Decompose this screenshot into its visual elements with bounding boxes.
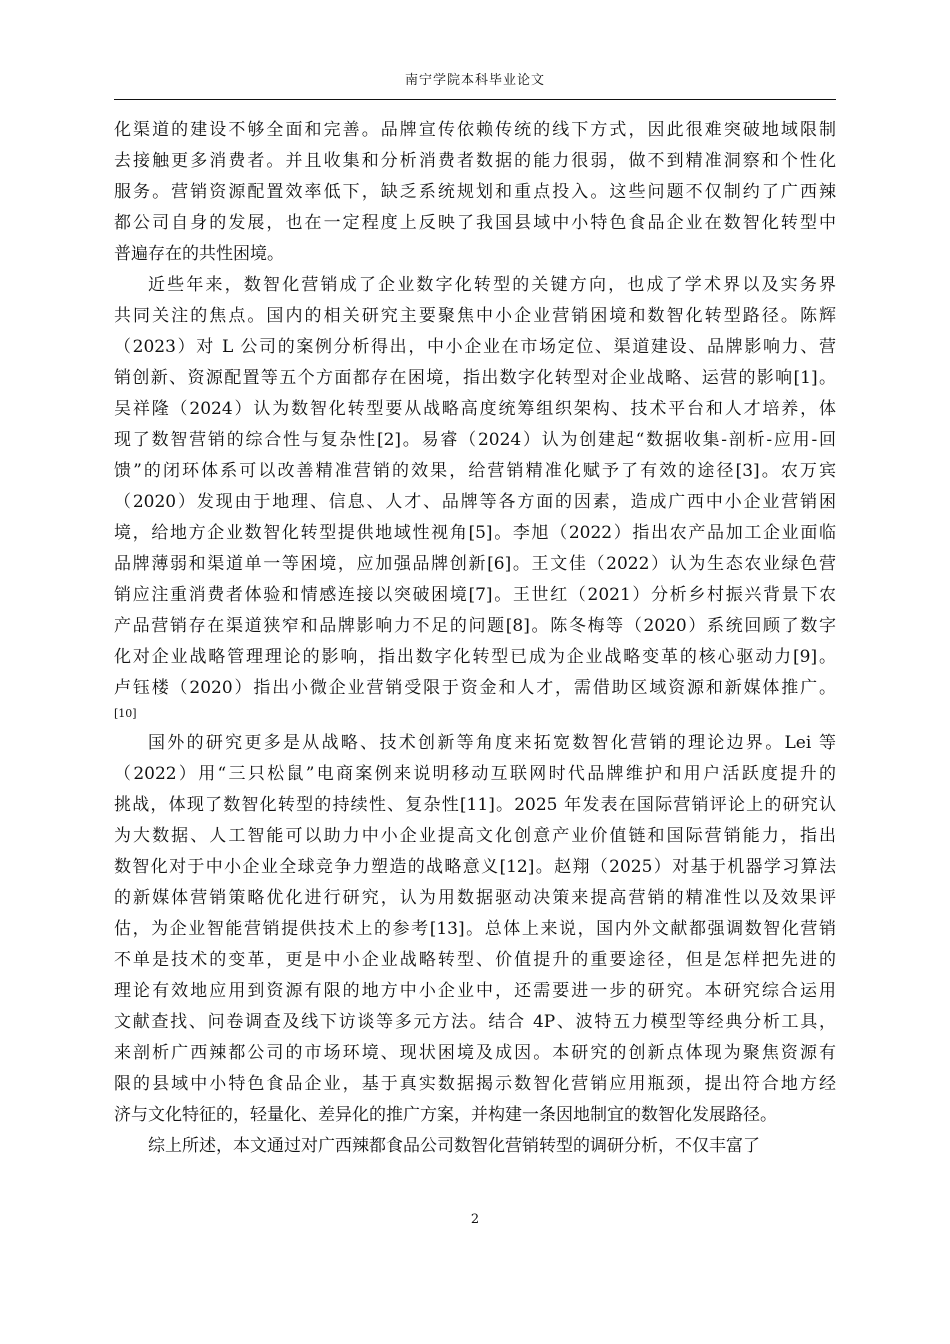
text-line: 服务。营销资源配置效率低下，缺乏系统规划和重点投入。这些问题不仅制约了广西辣 [114,182,836,202]
text-line: 挑战，体现了数智化转型的持续性、复杂性[11]。2025 年发表在国际营销评论上的研究认 [114,795,836,815]
text-line: 销创新、资源配置等五个方面都存在困境，指出数字化转型对企业战略、运营的影响[1]。 [114,368,836,388]
text-line: 不单是技术的变革，更是中小企业战略转型、价值提升的重要途径，但是怎样把先进的 [114,950,836,970]
text-line: 普遍存在的共性困境。 [114,244,284,264]
text-line: 吴祥隆（2024）认为数智化转型要从战略高度统筹组织架构、技术平台和人才培养，体 [114,399,836,419]
text-line: 近些年来，数智化营销成了企业数字化转型的关键方向，也成了学术界以及实务界 [148,275,836,295]
text-line: 产品营销存在渠道狭窄和品牌影响力不足的问题[8]。陈冬梅等（2020）系统回顾了数字 [114,616,836,636]
text-line: （2023）对 L 公司的案例分析得出，中小企业在市场定位、渠道建设、品牌影响力、营 [114,337,836,357]
header-divider [114,99,836,100]
text-line: 文献查找、问卷调查及线下访谈等多元方法。结合 4P、波特五力模型等经典分析工具， [114,1012,836,1032]
text-line: 销应注重消费者体验和情感连接以突破困境[7]。王世红（2021）分析乡村振兴背景下农 [114,585,836,605]
text-line: 去接触更多消费者。并且收集和分析消费者数据的能力很弱，做不到精准洞察和个性化 [114,151,836,171]
citation-line: [10] [114,707,137,720]
text-line: 的新媒体营销策略优化进行研究，认为用数据驱动决策来提高营销的精准性以及效果评 [114,888,836,908]
text-line: 境，给地方企业数智化转型提供地域性视角[5]。李旭（2022）指出农产品加工企业面临 [114,523,836,543]
body-text [114,115,836,1162]
text-line: 国外的研究更多是从战略、技术创新等角度来拓宽数智化营销的理论边界。Lei 等 [148,733,836,753]
text-line: 综上所述，本文通过对广西辣都食品公司数智化营销转型的调研分析，不仅丰富了 [148,1136,760,1156]
text-line: 济与文化特征的，轻量化、差异化的推广方案，并构建一条因地制宜的数智化发展路径。 [114,1105,777,1125]
text-line: 限的县域中小特色食品企业，基于真实数据揭示数智化营销应用瓶颈，提出符合地方经 [114,1074,836,1094]
text-line: 数智化对于中小企业全球竞争力塑造的战略意义[12]。赵翔（2025）对基于机器学习算法 [114,857,836,877]
text-line: 卢钰楼（2020）指出小微企业营销受限于资金和人才，需借助区域资源和新媒体推广。 [114,678,836,698]
text-line: 馈”的闭环体系可以改善精准营销的效果，给营销精准化赋予了有效的途径[3]。农万宾 [114,461,836,481]
text-line: 来剖析广西辣都公司的市场环境、现状困境及成因。本研究的创新点体现为聚焦资源有 [114,1043,836,1063]
text-line: 都公司自身的发展，也在一定程度上反映了我国县域中小特色食品企业在数智化转型中 [114,213,836,233]
text-line: （2020）发现由于地理、信息、人才、品牌等各方面的因素，造成广西中小企业营销困 [114,492,836,512]
text-line: 化渠道的建设不够全面和完善。品牌宣传依赖传统的线下方式，因此很难突破地域限制 [114,120,836,140]
text-line: 理论有效地应用到资源有限的地方中小企业中，还需要进一步的研究。本研究综合运用 [114,981,836,1001]
text-line: 为大数据、人工智能可以助力中小企业提高文化创意产业价值链和国际营销能力，指出 [114,826,836,846]
text-line: 化对企业战略管理理论的影响，指出数字化转型已成为企业战略变革的核心驱动力[9]。 [114,647,836,667]
text-line: 品牌薄弱和渠道单一等困境，应加强品牌创新[6]。王文佳（2022）认为生态农业绿色营 [114,554,836,574]
text-line: 现了数智营销的综合性与复杂性[2]。易睿（2024）认为创建起“数据收集-剖析-应用-回 [114,430,836,450]
page-number: 2 [470,1212,480,1227]
text-line: 估，为企业智能营销提供技术上的参考[13]。总体上来说，国内外文献都强调数智化营销 [114,919,836,939]
running-header: 南宁学院本科毕业论文 [404,73,545,88]
text-line: 共同关注的焦点。国内的相关研究主要聚焦中小企业营销困境和数智化转型路径。陈辉 [114,306,836,326]
text-line: （2022）用“三只松鼠”电商案例来说明移动互联网时代品牌维护和用户活跃度提升的 [114,764,836,784]
